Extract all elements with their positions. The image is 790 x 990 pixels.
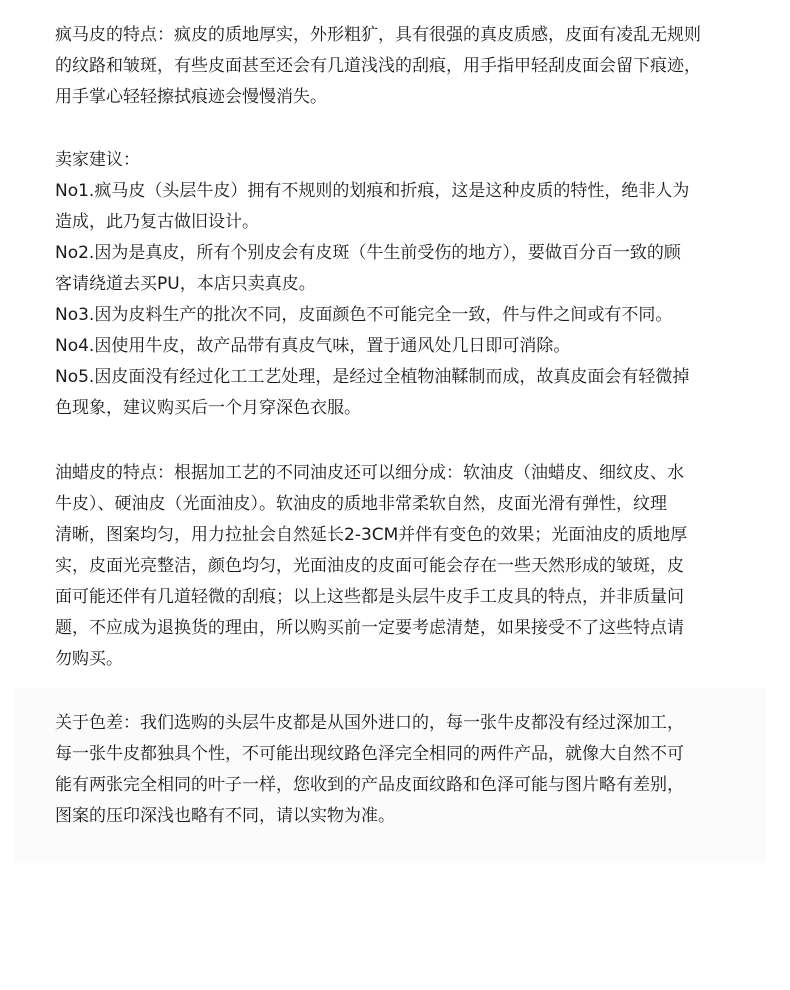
advice-item-1: No1.疯马皮（头层牛皮）拥有不规则的划痕和折痕，这是这种皮质的特性，绝非人为	[55, 181, 690, 201]
advice-item-2-continued: 客请绕道去买PU，本店只卖真皮。	[55, 274, 316, 294]
advice-item-5-continued: 色现象，建议购买后一个月穿深色衣服。	[55, 398, 361, 418]
paragraph-line: 面可能还伴有几道轻微的刮痕；以上这些都是头层牛皮手工皮具的特点，并非质量问	[55, 587, 684, 607]
paragraph-line: 每一张牛皮都独具个性，不可能出现纹路色泽完全相同的两件产品，就像大自然不可	[55, 744, 684, 764]
paragraph-line: 关于色差：我们选购的头层牛皮都是从国外进口的，每一张牛皮都没有经过深加工，	[55, 713, 684, 733]
paragraph-line: 清晰，图案均匀，用力拉扯会自然延长2-3CM并伴有变色的效果；光面油皮的质地厚	[55, 525, 688, 545]
paragraph-line: 能有两张完全相同的叶子一样，您收到的产品皮面纹路和色泽可能与图片略有差别，	[55, 775, 684, 795]
paragraph-line: 用手掌心轻轻擦拭痕迹会慢慢消失。	[55, 87, 327, 107]
advice-item-1-continued: 造成，此乃复古做旧设计。	[55, 212, 259, 232]
advice-item-4: No4.因使用牛皮，故产品带有真皮气味，置于通风处几日即可消除。	[55, 336, 571, 356]
paragraph-line: 实，皮面光亮整洁，颜色均匀，光面油皮的皮面可能会存在一些天然形成的皱斑，皮	[55, 556, 684, 576]
paragraph-line: 的纹路和皱斑，有些皮面甚至还会有几道浅浅的刮痕，用手指甲轻刮皮面会留下痕迹，	[55, 56, 701, 76]
color-difference-section	[55, 708, 745, 832]
crazy-horse-leather-section	[55, 20, 745, 113]
paragraph-line: 图案的压印深浅也略有不同，请以实物为准。	[55, 806, 395, 826]
paragraph-line: 疯马皮的特点：疯皮的质地厚实，外形粗犷，具有很强的真皮质感，皮面有凌乱无规则	[55, 25, 701, 45]
advice-item-2: No2.因为是真皮，所有个别皮会有皮斑（牛生前受伤的地方），要做百分百一致的顾	[55, 243, 681, 263]
paragraph-line: 题，不应成为退换货的理由，所以购买前一定要考虑清楚，如果接受不了这些特点请	[55, 618, 684, 638]
paragraph-line: 牛皮）、硬油皮（光面油皮）。软油皮的质地非常柔软自然，皮面光滑有弹性，纹理	[55, 494, 667, 514]
advice-item-3: No3.因为皮料生产的批次不同，皮面颜色不可能完全一致，件与件之间或有不同。	[55, 305, 673, 325]
seller-advice-section	[55, 145, 745, 424]
advice-item-5: No5.因皮面没有经过化工工艺处理，是经过全植物油鞣制而成，故真皮面会有轻微掉	[55, 367, 690, 387]
paragraph-line: 油蜡皮的特点：根据加工艺的不同油皮还可以细分成：软油皮（油蜡皮、细纹皮、水	[55, 463, 684, 483]
section-heading: 卖家建议：	[55, 150, 140, 170]
oil-wax-leather-section	[55, 458, 745, 675]
paragraph-line: 勿购买。	[55, 649, 123, 669]
